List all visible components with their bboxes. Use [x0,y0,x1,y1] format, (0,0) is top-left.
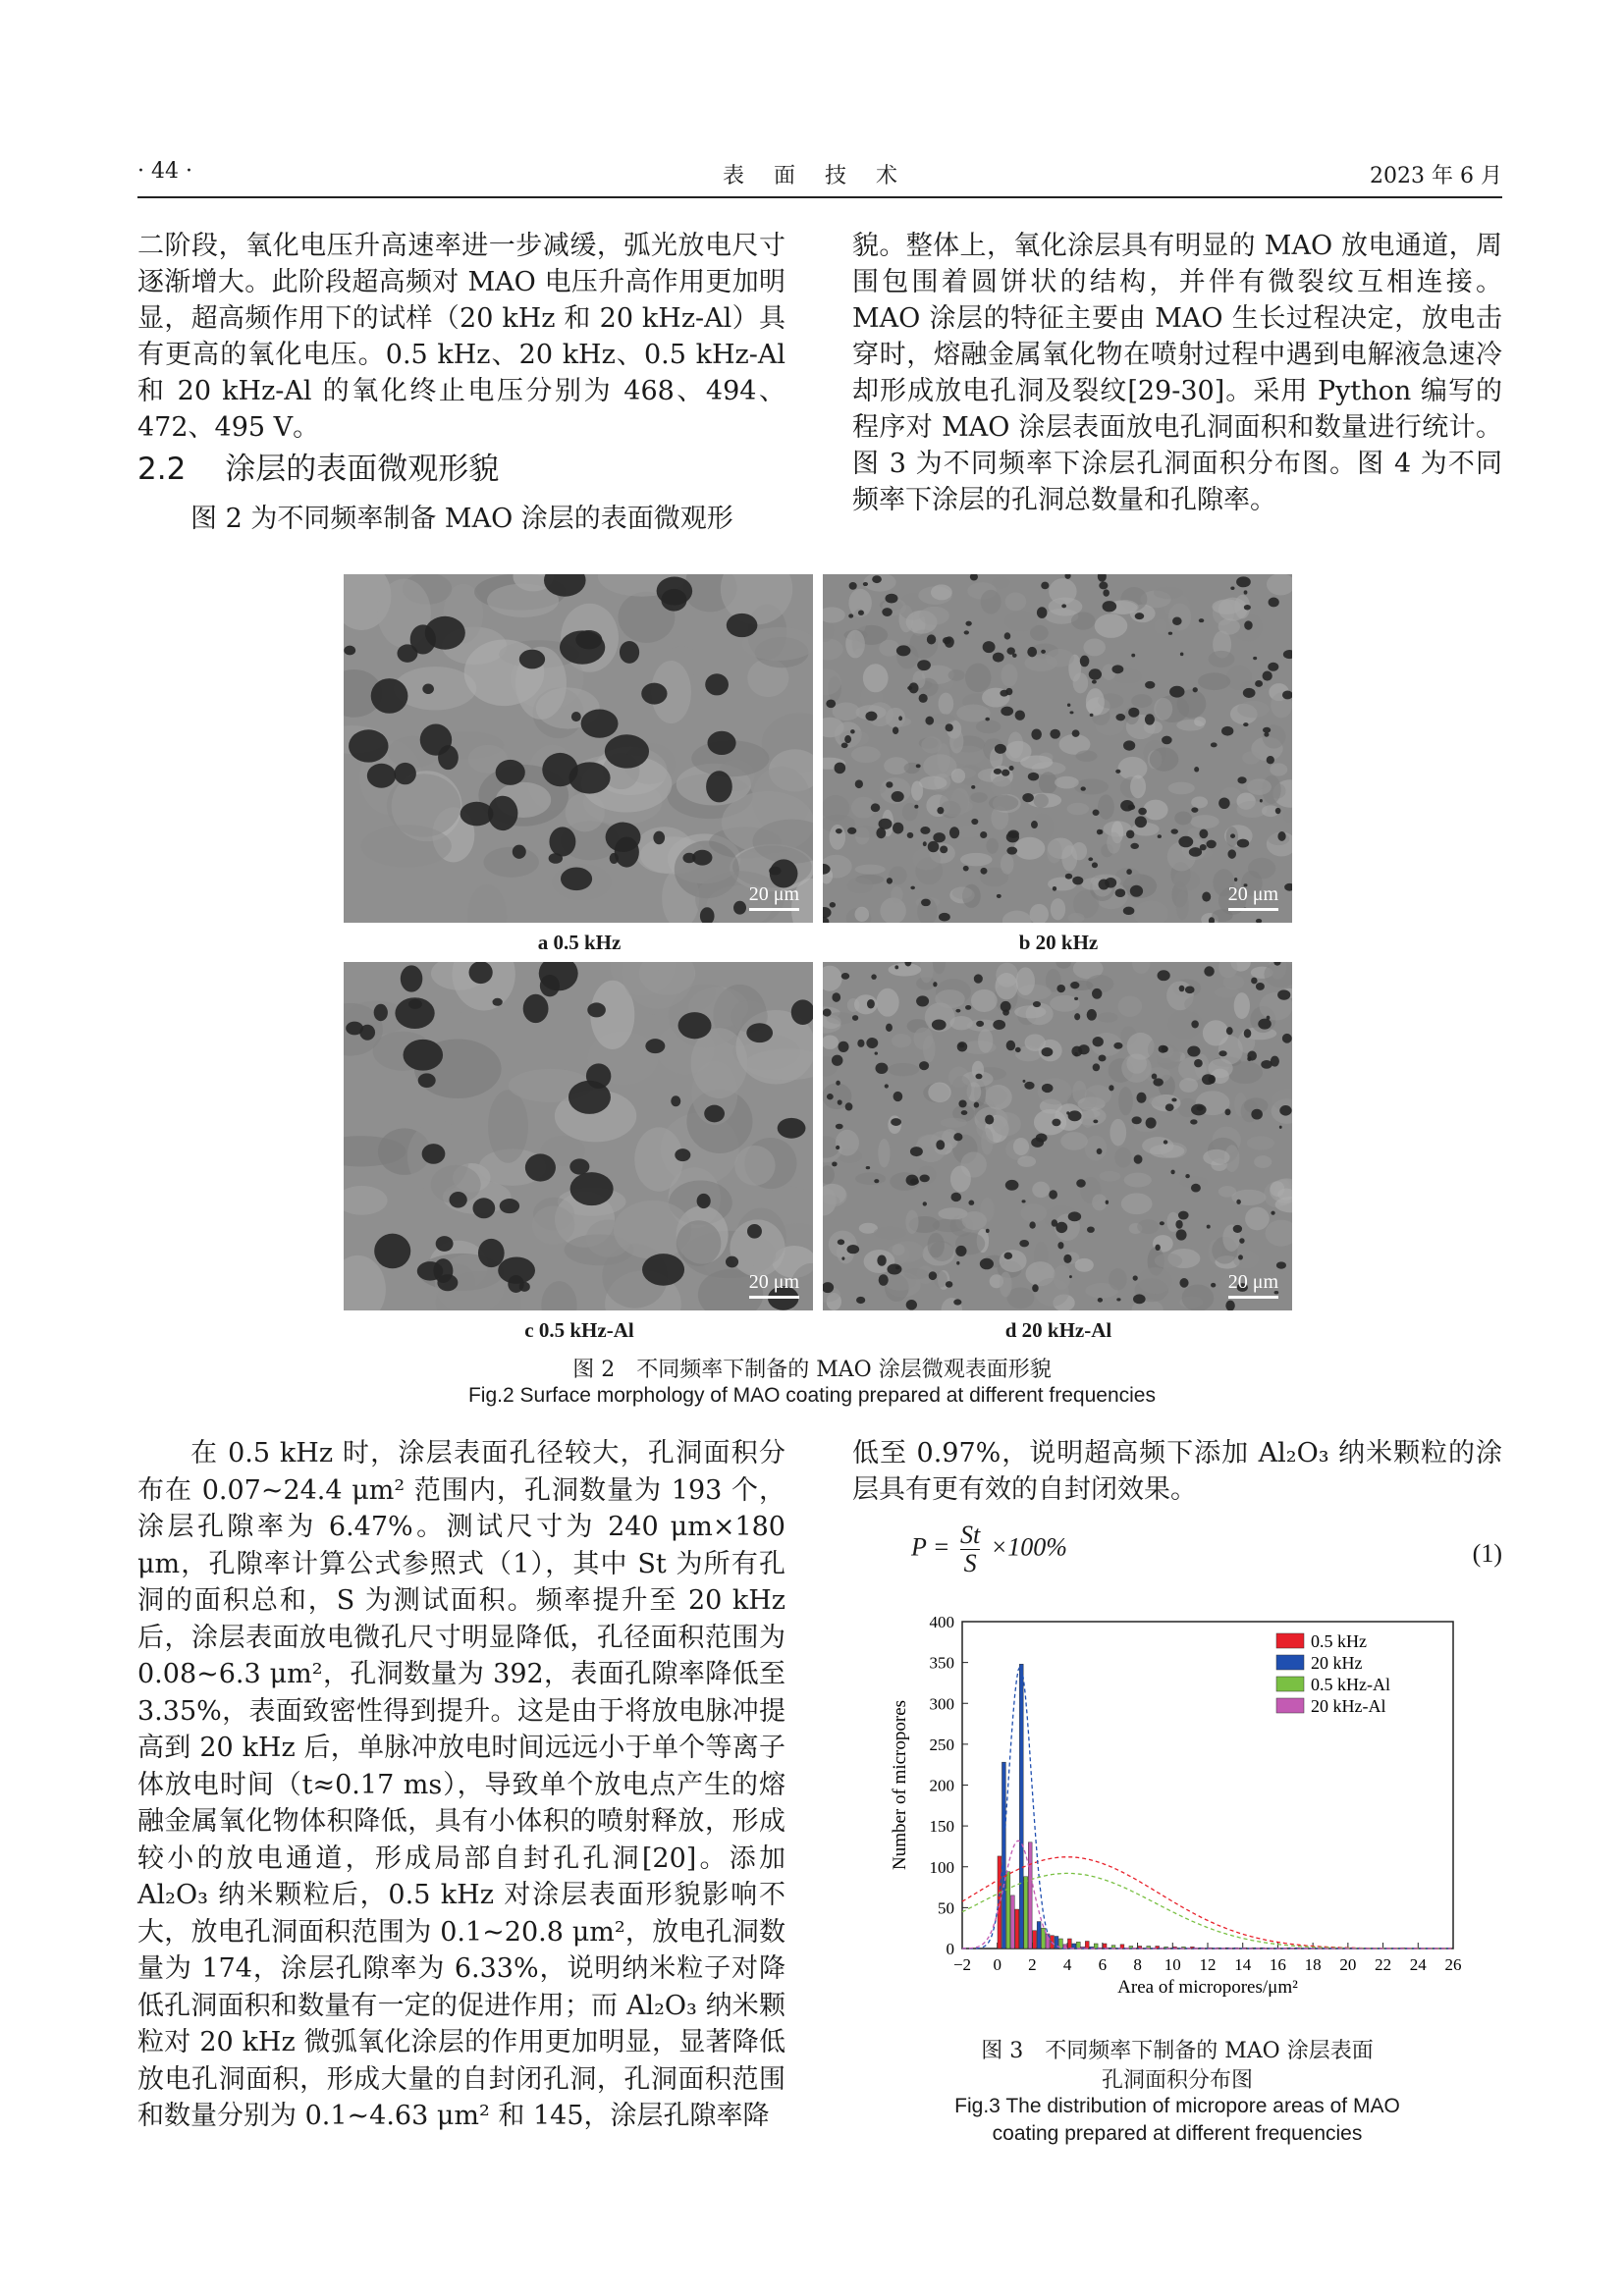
x-tick-label: 4 [1062,1955,1072,1974]
bar-0.5-khz [1085,1942,1089,1949]
y-tick-label: 400 [929,1613,954,1631]
formula-numerator: St [959,1521,981,1549]
bar-0.5-khz-al [1024,1877,1028,1949]
figure-3-chart [879,1610,1468,2027]
sem-image-c [344,962,813,1310]
y-tick-label: 200 [929,1776,954,1795]
section-heading [137,444,499,488]
figure-3-caption-en-2: coating prepared at different frequencies [992,2122,1363,2145]
panel-label-a: a 0.5 kHz [537,931,622,954]
bar-0.5-khz [1033,1931,1037,1949]
left-column-bottom [137,1435,785,2135]
x-tick-label: 10 [1164,1955,1181,1974]
x-tick-label: 8 [1133,1955,1142,1974]
bar-0.5-khz-al [1006,1872,1010,1949]
equation-number: (1) [1472,1539,1502,1568]
x-tick-label: 22 [1375,1955,1392,1974]
figure-2-caption-en: Fig.2 Surface morphology of MAO coating prepared at different frequencies [467,1384,1156,1407]
figure-3-caption-cn-1: 图 3 不同频率下制备的 MAO 涂层表面 [981,2039,1374,2063]
paragraph: 图 2 为不同频率制备 MAO 涂层的表面微观形 [190,504,733,534]
bar-0.5-khz-al [1076,1942,1080,1949]
bar-20-khz-al [1010,1896,1014,1949]
scale-bar: 20 μm [1228,883,1278,911]
legend-swatch [1276,1677,1304,1691]
y-tick-label: 0 [946,1940,954,1958]
x-tick-label: 20 [1339,1955,1357,1974]
sem-image-d [823,962,1292,1310]
right-column-top [852,228,1502,518]
figure-3-caption-cn-2: 孔洞面积分布图 [1101,2068,1253,2093]
section-title: 涂层的表面微观形貌 [225,452,500,487]
legend-label: 0.5 kHz-Al [1311,1675,1390,1694]
panel-label-c: c 0.5 kHz-Al [524,1318,634,1342]
paragraph: 二阶段，氧化电压升高速率进一步减缓，弧光放电尺寸逐渐增大。此阶段超高频对 MAO 电压升高作用更加明显，超高频作用下的试样（20 kHz 和 20 kHz-Al）具有更高的氧化电压。0.5 kHz、20 kHz、0.5 kHz-Al 和 20 kHz-Al 的氧化终止电压分别为 468、494、472、495 V。 [137,231,785,443]
legend-swatch [1276,1698,1304,1713]
formula-lhs: P = [911,1532,950,1562]
panel-label-d: d 20 kHz-Al [1004,1318,1112,1342]
bar-20-khz [1019,1664,1023,1949]
sem-image-b [823,574,1292,923]
legend-label: 20 kHz-Al [1311,1696,1386,1716]
bar-20-khz-al [1028,1842,1032,1949]
section-number: 2.2 [137,452,187,487]
bar-0.5-khz [1067,1939,1071,1949]
paragraph: 在 0.5 kHz 时，涂层表面孔径较大，孔洞面积分布在 0.07~24.4 μm² 范围内，孔洞数量为 193 个，涂层孔隙率为 6.47%。测试尺寸为 240 μm×180 μm，孔隙率计算公式参照式（1），其中 St 为所有孔洞的面积总和，S 为测试面积。频率提升至 20 kHz 后，涂层表面放电微孔尺寸明显降低，孔径面积范围为 0.08~6.3 μm²，孔洞数量为 392，表面孔隙率降低至 3.35%，表面致密性得到提升。这是由于将放电脉冲提高到 20 kHz 后，单脉冲放电时间远远小于单个等离子体放电时间（t≈0.17 ms），导致单个放电点产生的熔融金属氧化物体积降低，具有小体积的喷射释放，形成较小的放电通道，形成局部自封孔孔洞[20]。添加 Al₂O₃ 纳米颗粒后，0.5 kHz 对涂层表面形貌影响不大，放电孔洞面积范围为 0.1~20.8 μm²，放电孔洞数量为 174，涂层孔隙率为 6.33%，说明纳米粒子对降低孔洞面积和数量有一定的促进作用；而 Al₂O₃ 纳米颗粒对 20 kHz 微弧氧化涂层的作用更加明显，显著降低放电孔洞面积，形成大量的自封闭孔洞，孔洞面积范围和数量分别为 0.1~4.63 μm² 和 145，涂层孔隙率降 [137,1438,785,2131]
paragraph: 低至 0.97%，说明超高频下添加 Al₂O₃ 纳米颗粒的涂层具有更有效的自封闭效果。 [852,1438,1502,1505]
legend-label: 0.5 kHz [1311,1631,1367,1651]
bar-0.5-khz [1103,1944,1107,1949]
x-tick-label: 2 [1028,1955,1037,1974]
legend-swatch [1276,1633,1304,1648]
scale-bar: 20 μm [749,883,799,911]
bar-0.5-khz [1015,1909,1019,1949]
y-tick-label: 100 [929,1857,954,1877]
x-tick-label: 24 [1409,1955,1427,1974]
scale-bar: 20 μm [749,1271,799,1299]
paragraph: 貌。整体上，氧化涂层具有明显的 MAO 放电通道，周围包围着圆饼状的结构，并伴有微裂纹互相连接。MAO 涂层的特征主要由 MAO 生长过程决定，放电击穿时，熔融金属氧化物在喷射过程中遇到电解液急速冷却形成放电孔洞及裂纹[29-30]。采用 Python 编写的程序对 MAO 涂层表面放电孔洞面积和数量进行统计。图 3 为不同频率下涂层孔洞面积分布图。图 4 为不同频率下涂层的孔洞总数量和孔隙率。 [852,231,1502,515]
sem-image-a [344,574,813,923]
y-tick-label: 50 [938,1898,954,1918]
y-tick-label: 300 [929,1694,954,1714]
y-tick-label: 250 [929,1735,954,1754]
equation-1 [911,1522,1067,1577]
legend-swatch [1276,1655,1304,1670]
formula-denominator: S [963,1549,977,1577]
left-column-intro [137,501,785,537]
header-rule [137,196,1502,198]
y-axis-label: Number of micropores [890,1699,910,1871]
x-tick-label: 18 [1304,1955,1322,1974]
journal-title: 表 面 技 术 [722,164,901,188]
scale-bar: 20 μm [1228,1271,1278,1299]
left-column-top [137,228,785,446]
bar-20-khz [1037,1922,1041,1949]
figure-3-caption-en-1: Fig.3 The distribution of micropore areas of MAO [954,2095,1400,2117]
figure-2-caption-cn: 图 2 不同频率下制备的 MAO 涂层微观表面形貌 [572,1358,1052,1382]
panel-label-b: b 20 kHz [1018,931,1099,954]
formula-rhs: ×100% [990,1532,1067,1562]
formula-fraction [960,1522,980,1577]
legend-label: 20 kHz [1311,1653,1363,1673]
x-tick-label: 16 [1269,1955,1286,1974]
x-axis-label: Area of micropores/μm² [1117,1977,1298,1998]
x-tick-label: 6 [1098,1955,1108,1974]
y-tick-label: 350 [929,1653,954,1673]
x-tick-label: 14 [1234,1955,1252,1974]
issue-date: 2023 年 6 月 [1370,164,1502,188]
y-tick-label: 150 [929,1817,954,1837]
right-column-bottom [852,1435,1502,1508]
x-tick-label: −2 [952,1955,972,1974]
x-tick-label: 12 [1199,1955,1217,1974]
x-tick-label: 26 [1444,1955,1462,1974]
page-number: · 44 · [137,159,192,184]
x-tick-label: 0 [993,1955,1001,1974]
bar-0.5-khz-al [1094,1944,1098,1949]
